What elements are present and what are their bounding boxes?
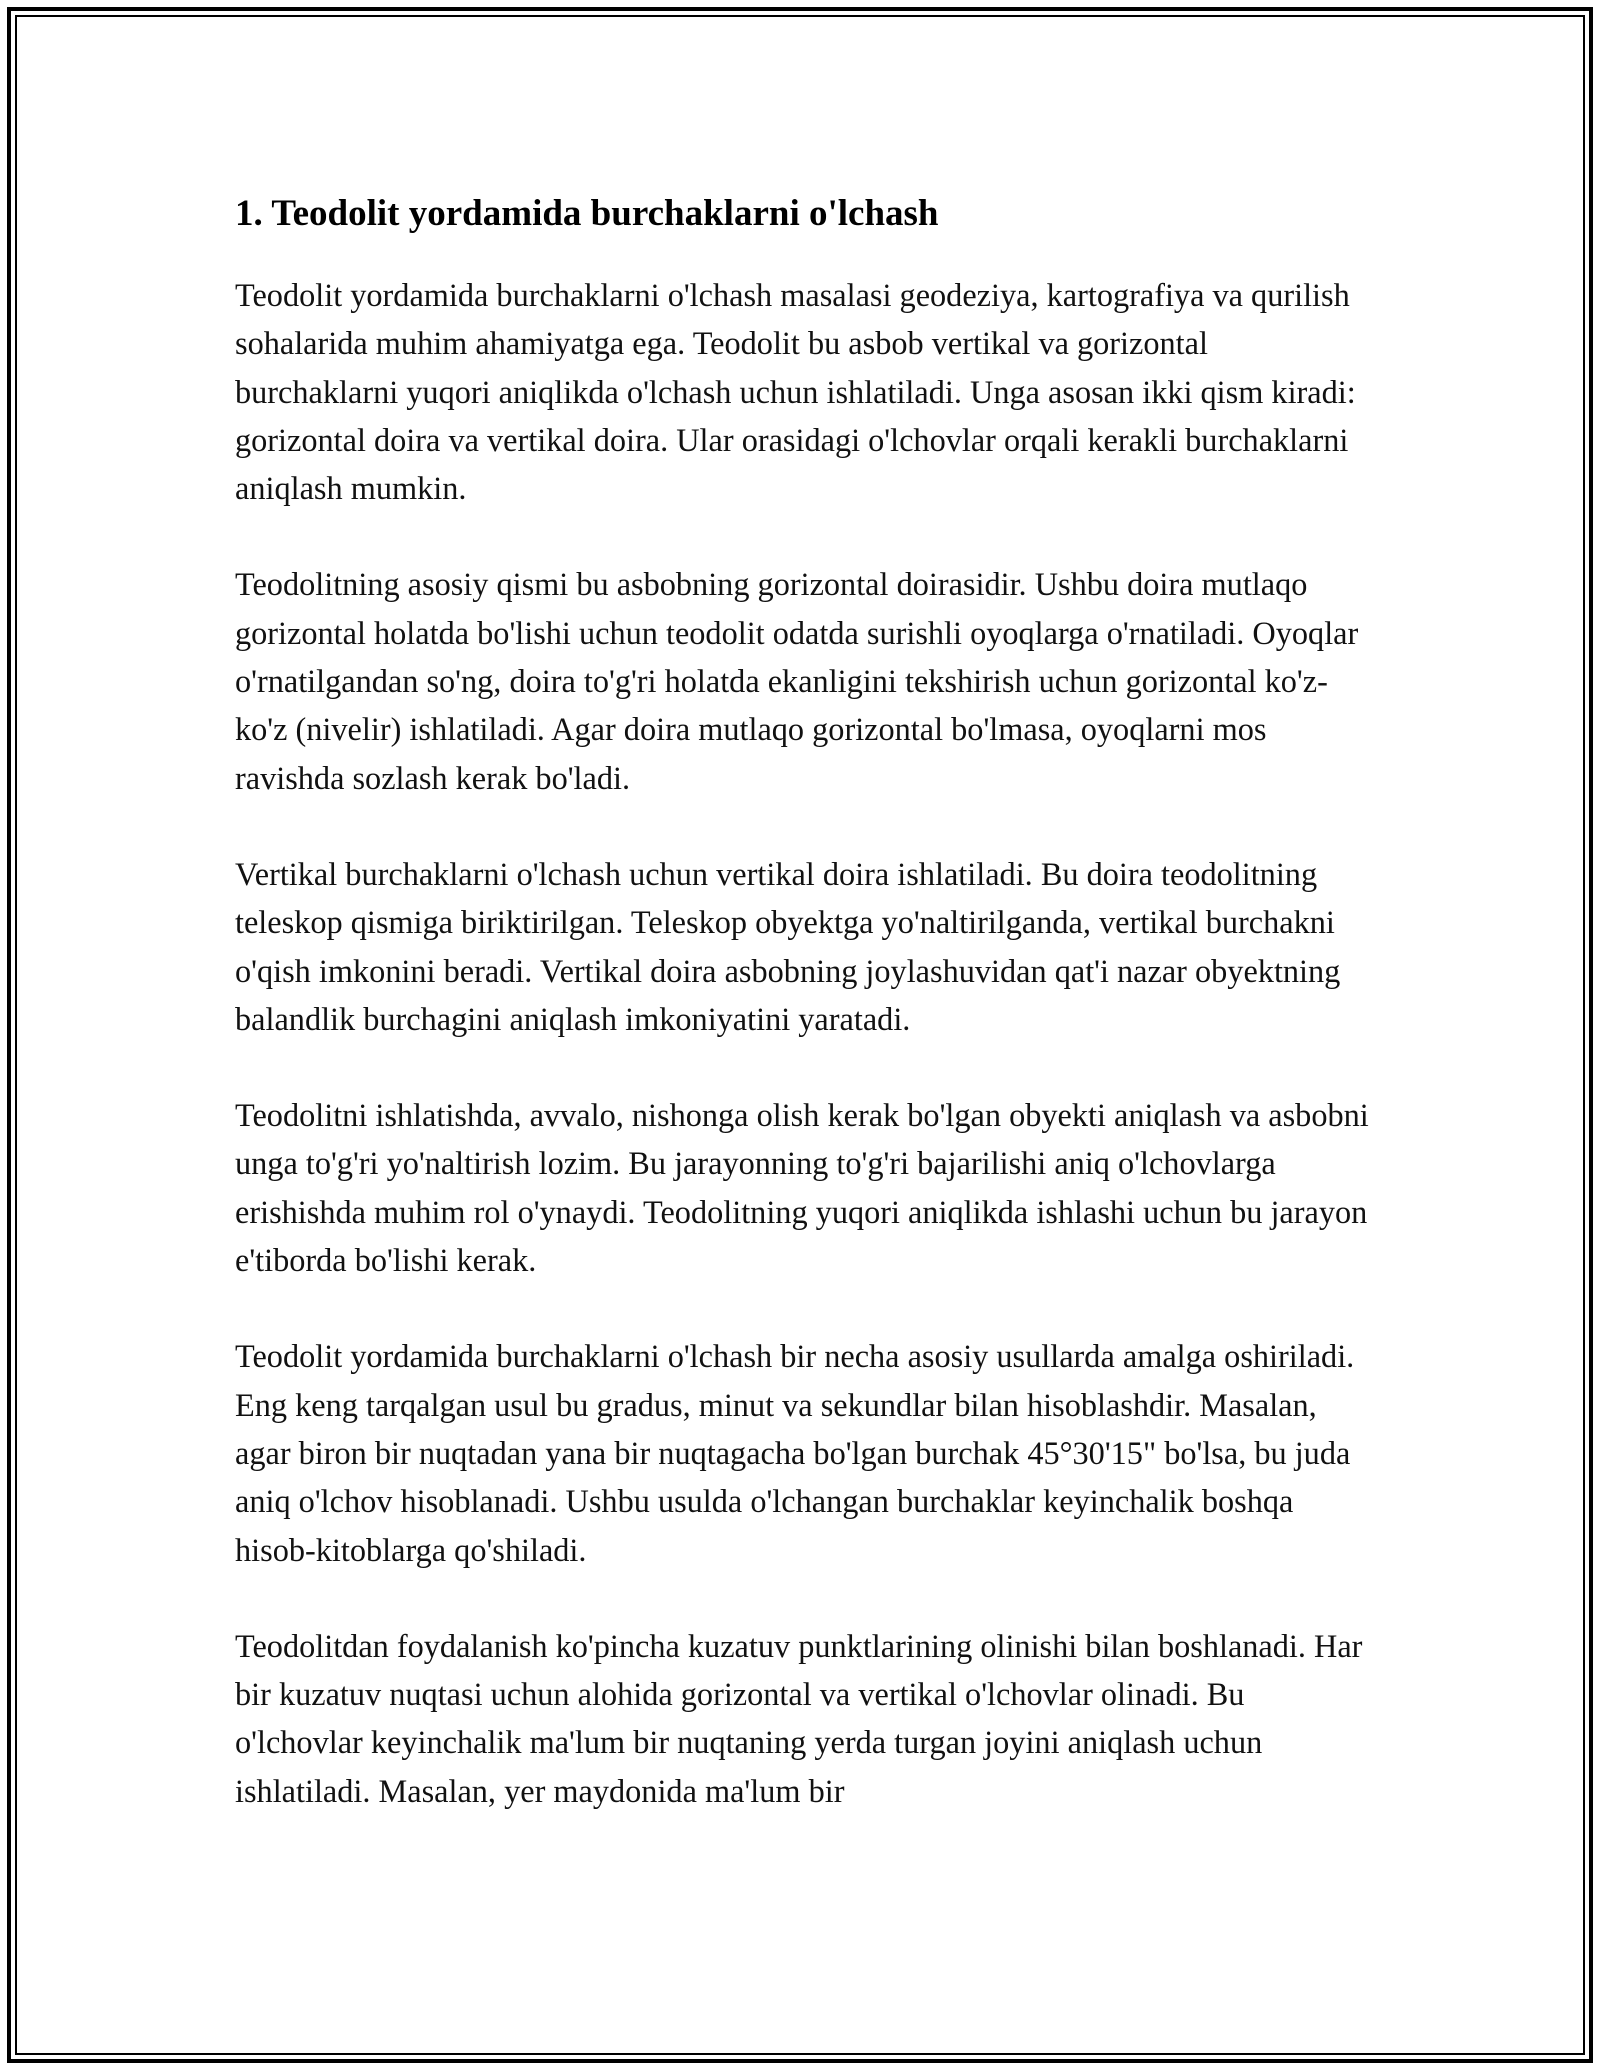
paragraph-2: Teodolitning asosiy qismi bu asbobning gorizontal doirasidir. Ushbu doira mutlaqo gorizontal holatda bo'lishi uchun teodolit odatda surishli oyoqlarga o'rnatiladi. Oyoqlar o'rnatilgandan so'ng, doira to'g'ri holatda ekanligini tekshirish uchun gorizontal ko'z-ko'z (nivelir) ishlatiladi. Agar doira mutlaqo gorizontal bo'lmasa, oyoqlarni mos ravishda sozlash kerak bo'ladi. [235, 566, 1359, 796]
paragraph-1: Teodolit yordamida burchaklarni o'lchash masalasi geodeziya, kartografiya va qurilish sohalarida muhim ahamiyatga ega. Teodolit bu asbob vertikal va gorizontal burchaklarni yuqori aniqlikda o'lchash uchun ishlatiladi. Unga asosan ikki qism kiradi: gorizontal doira va vertikal doira. Ular orasidagi o'lchovlar orqali kerakli burchaklarni aniqlash mumkin. [235, 277, 1356, 507]
section-heading: 1. Teodolit yordamida burchaklarni o'lchash [235, 193, 939, 234]
paragraph-5: Teodolit yordamida burchaklarni o'lchash bir necha asosiy usullarda amalga oshiriladi. Eng keng tarqalgan usul bu gradus, minut va sekundlar bilan hisoblashdir. Masalan, agar biron bir nuqtadan yana bir nuqtagacha bo'lgan burchak 45°30'15" bo'lsa, bu juda aniq o'lchov hisoblanadi. Ushbu usulda o'lchangan burchaklar keyinchalik boshqa hisob-kitoblarga qo'shiladi. [235, 1338, 1355, 1568]
document-body [235, 188, 1370, 1863]
paragraph-4: Teodolitni ishlatishda, avvalo, nishonga olish kerak bo'lgan obyekti aniqlash va asbobni unga to'g'ri yo'naltirish lozim. Bu jarayonning to'g'ri bajarilishi aniq o'lchovlarga erishishda muhim rol o'ynaydi. Teodolitning yuqori aniqlikda ishlashi uchun bu jarayon e'tiborda bo'lishi kerak. [235, 1097, 1369, 1279]
paragraph-3: Vertikal burchaklarni o'lchash uchun vertikal doira ishlatiladi. Bu doira teodolitning teleskop qismiga biriktirilgan. Teleskop obyektga yo'naltirilganda, vertikal burchakni o'qish imkonini beradi. Vertikal doira asbobning joylashuvidan qat'i nazar obyektning balandlik burchagini aniqlash imkoniyatini yaratadi. [235, 855, 1341, 1037]
paragraph-6: Teodolitdan foydalanish ko'pincha kuzatuv punktlarining olinishi bilan boshlanadi. Har bir kuzatuv nuqtasi uchun alohida gorizontal va vertikal o'lchovlar olinadi. Bu o'lchovlar keyinchalik ma'lum bir nuqtaning yerda turgan joyini aniqlash uchun ishlatiladi. Masalan, yer maydonida ma'lum bir [235, 1627, 1363, 1809]
